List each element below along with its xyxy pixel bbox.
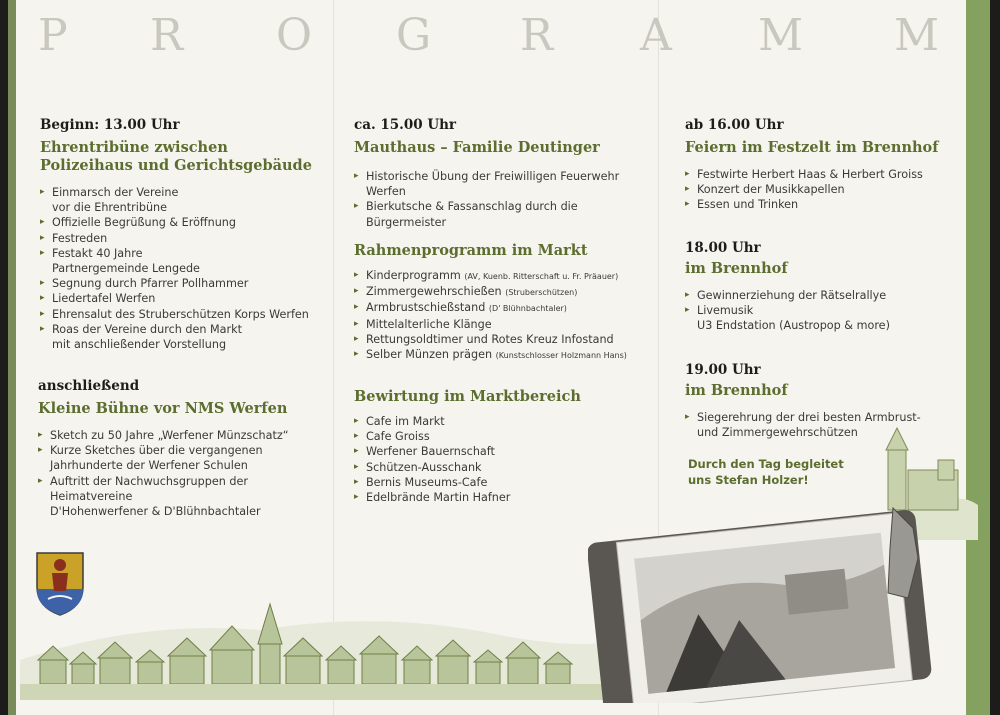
item-text: Auftritt der Nachwuchsgruppen der Heimatvereine bbox=[50, 474, 248, 503]
section-title: im Brennhof bbox=[685, 382, 788, 399]
clipboard-engraving-illustration bbox=[588, 488, 948, 703]
section-title: Mauthaus – Familie Deutinger bbox=[354, 139, 600, 156]
program-leaflet bbox=[8, 0, 990, 715]
program-list bbox=[685, 288, 965, 334]
right-green-edge bbox=[966, 0, 990, 715]
title-letter: M bbox=[894, 10, 940, 61]
list-item bbox=[38, 474, 333, 520]
item-text: und Zimmergewehrschützen bbox=[697, 426, 858, 440]
column-2-block-1 bbox=[354, 117, 654, 230]
list-item bbox=[354, 444, 654, 459]
list-item bbox=[354, 199, 654, 229]
item-text: Jahrhunderte der Werfener Schulen bbox=[50, 459, 248, 473]
item-text: Sketch zu 50 Jahre „Werfener Münzschatz“ bbox=[50, 429, 289, 442]
title-line: Polizeihaus und Gerichtsgebäude bbox=[40, 157, 312, 174]
closing-note bbox=[688, 456, 888, 488]
section-title: Feiern im Festzelt im Brennhof bbox=[685, 139, 939, 156]
time-label: 18.00 Uhr bbox=[685, 240, 761, 256]
title-letter: A bbox=[640, 10, 672, 61]
item-text: D'Hohenwerfener & D'Blühnbachtaler bbox=[50, 505, 261, 519]
item-text: Gewinnerziehung der Rätselrallye bbox=[697, 289, 887, 302]
time-label: ab 16.00 Uhr bbox=[685, 117, 784, 133]
item-text: Mittelalterliche Klänge bbox=[366, 317, 492, 331]
item-text: Bierkutsche & Fassanschlag durch die Bürgermeister bbox=[366, 200, 578, 229]
item-text: Festakt 40 Jahre bbox=[52, 246, 143, 260]
section-title bbox=[40, 139, 330, 175]
time-label: 19.00 Uhr bbox=[685, 362, 761, 378]
title-letter: M bbox=[758, 10, 804, 61]
list-item bbox=[685, 197, 965, 212]
title-letter: P bbox=[38, 10, 68, 61]
item-text: Bernis Museums-Cafe bbox=[366, 475, 488, 489]
item-text: Essen und Trinken bbox=[697, 198, 799, 212]
list-item bbox=[354, 347, 654, 363]
program-list bbox=[354, 169, 654, 230]
item-text: Roas der Vereine durch den Markt bbox=[52, 322, 242, 336]
list-item bbox=[40, 246, 330, 276]
list-item bbox=[40, 231, 330, 246]
section-title: Rahmenprogramm im Markt bbox=[354, 242, 588, 259]
page-title bbox=[8, 10, 990, 70]
title-line: Ehrentribüne zwischen bbox=[40, 139, 228, 156]
column-3-block-2 bbox=[685, 240, 965, 334]
column-1-block-2 bbox=[38, 378, 333, 519]
list-item bbox=[354, 460, 654, 475]
item-text: Cafe im Markt bbox=[366, 415, 445, 428]
program-list bbox=[38, 428, 333, 519]
list-item bbox=[40, 322, 330, 352]
list-item bbox=[38, 443, 333, 473]
item-note: (D' Blühnbachtaler) bbox=[488, 304, 567, 314]
item-text: Rettungsoldtimer und Rotes Kreuz Infostand bbox=[366, 332, 614, 346]
item-text: Kurze Sketches über die vergangenen bbox=[50, 444, 263, 458]
item-text: Siegerehrung der drei besten Armbrust- bbox=[697, 411, 921, 424]
item-text: Liedertafel Werfen bbox=[52, 292, 156, 306]
list-item bbox=[40, 185, 330, 215]
section-title: Kleine Bühne vor NMS Werfen bbox=[38, 400, 288, 417]
title-letter: R bbox=[150, 10, 184, 61]
item-text: Selber Münzen prägen bbox=[366, 348, 493, 362]
town-sketch-illustration bbox=[20, 590, 620, 700]
item-text: Zimmergewehrschießen bbox=[366, 285, 502, 299]
item-note: (Struberschützen) bbox=[505, 288, 578, 298]
column-2-block-2 bbox=[354, 240, 654, 363]
item-text: Offizielle Begrüßung & Eröffnung bbox=[52, 216, 237, 230]
item-note: (Kunstschlosser Holzmann Hans) bbox=[495, 351, 627, 361]
title-letter: R bbox=[520, 10, 554, 61]
item-text: Festwirte Herbert Haas & Herbert Groiss bbox=[697, 168, 923, 181]
list-item bbox=[354, 414, 654, 429]
list-item bbox=[40, 276, 330, 291]
item-text: mit anschließender Vorstellung bbox=[52, 338, 227, 352]
list-item bbox=[38, 428, 333, 443]
list-item bbox=[354, 284, 654, 300]
item-note: (AV, Kuenb. Ritterschaft u. Fr. Präauer) bbox=[464, 272, 619, 281]
closing-line: Durch den Tag begleitet bbox=[688, 457, 844, 471]
item-text: Edelbrände Martin Hafner bbox=[366, 491, 511, 505]
list-item bbox=[685, 303, 965, 333]
item-text: Konzert der Musikkapellen bbox=[697, 183, 845, 197]
column-1-block-1 bbox=[40, 117, 330, 352]
item-text: Schützen-Ausschank bbox=[366, 460, 482, 474]
list-item bbox=[40, 307, 330, 322]
item-text: U3 Endstation (Austropop & more) bbox=[697, 319, 890, 333]
item-text: Ehrensalut des Struberschützen Korps Werfen bbox=[52, 307, 309, 321]
list-item bbox=[354, 429, 654, 444]
list-item bbox=[685, 288, 965, 303]
list-item bbox=[40, 291, 330, 306]
time-label: Beginn: 13.00 Uhr bbox=[40, 117, 180, 133]
title-letter: G bbox=[396, 10, 432, 61]
item-text: Segnung durch Pfarrer Pollhammer bbox=[52, 277, 249, 291]
list-item bbox=[685, 167, 965, 182]
item-text: Armbrustschießstand bbox=[366, 301, 486, 315]
item-text: Festreden bbox=[52, 231, 108, 245]
title-letter: O bbox=[276, 10, 313, 61]
list-item bbox=[354, 169, 654, 199]
list-item bbox=[354, 332, 654, 347]
time-label: ca. 15.00 Uhr bbox=[354, 117, 457, 133]
item-text: Historische Übung der Freiwilligen Feuerwehr Werfen bbox=[366, 170, 620, 199]
left-green-edge bbox=[8, 0, 16, 715]
item-text: Kinderprogramm bbox=[366, 269, 461, 282]
section-title: im Brennhof bbox=[685, 260, 788, 277]
closing-line: uns Stefan Holzer! bbox=[688, 473, 809, 487]
item-text: Partnergemeinde Lengede bbox=[52, 262, 200, 276]
program-list bbox=[354, 268, 654, 363]
item-text: vor die Ehrentribüne bbox=[52, 201, 168, 215]
time-label: anschließend bbox=[38, 378, 140, 394]
list-item bbox=[40, 215, 330, 230]
section-title: Bewirtung im Marktbereich bbox=[354, 388, 581, 405]
program-list bbox=[40, 185, 330, 352]
item-text: Werfener Bauernschaft bbox=[366, 445, 495, 459]
list-item bbox=[685, 182, 965, 197]
list-item bbox=[354, 268, 654, 284]
program-list bbox=[685, 167, 965, 213]
list-item bbox=[354, 300, 654, 316]
item-text: Livemusik bbox=[697, 304, 754, 318]
list-item bbox=[354, 317, 654, 332]
item-text: Cafe Groiss bbox=[366, 430, 430, 444]
item-text: Einmarsch der Vereine bbox=[52, 186, 179, 199]
column-3-block-1 bbox=[685, 117, 965, 213]
